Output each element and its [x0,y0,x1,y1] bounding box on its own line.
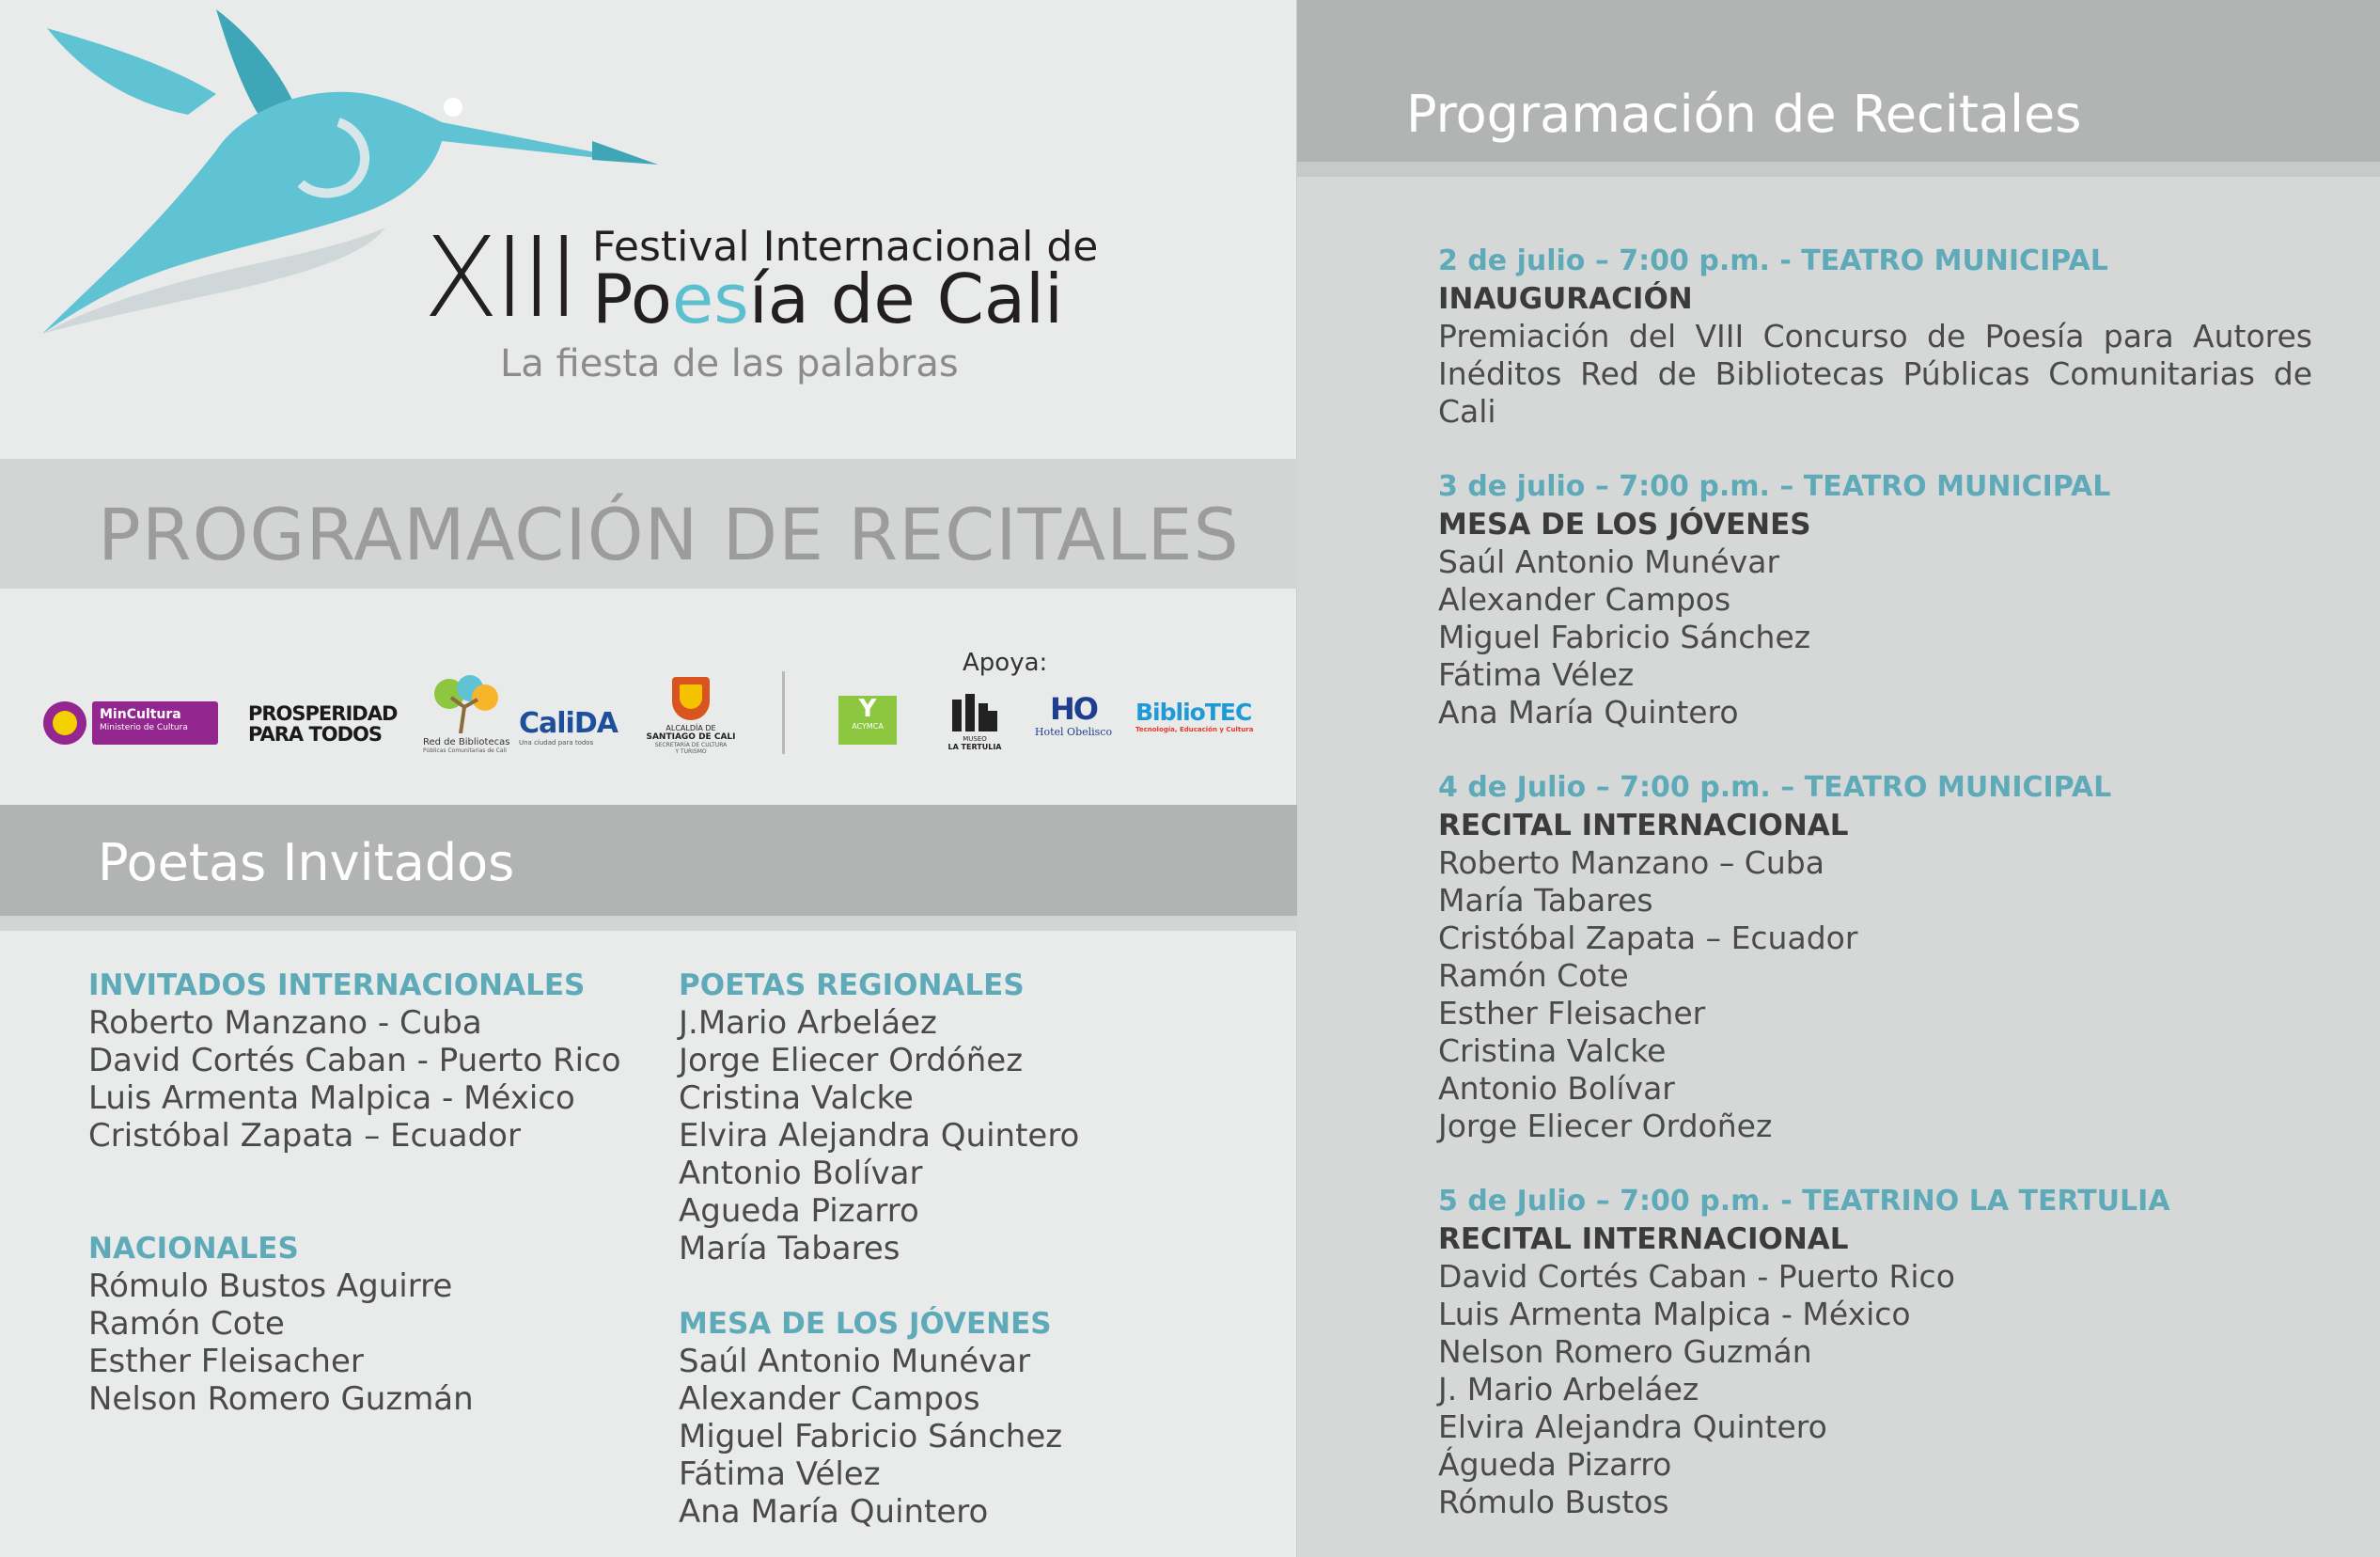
event-header: 3 de julio – 7:00 p.m. – TEATRO MUNICIPAL [1438,470,2111,503]
museum-building-icon [950,692,999,731]
event-4 [1438,1183,2312,1521]
list-item: Cristina Valcke [679,1079,914,1117]
hummingbird-logo-icon [28,9,686,348]
list-item: Jorge Eliecer Ordoñez [1438,1108,1773,1144]
event-title: MESA DE LOS JÓVENES [1438,508,1811,542]
programacion-banner [0,459,1297,589]
poetas-heading: Poetas Invitados [98,833,515,892]
logo-line2-post: ía de Cali [748,260,1064,338]
nacionales-title: NACIONALES [88,1232,299,1266]
calida-logo [519,709,622,747]
list-item: J. Mario Arbeláez [1438,1371,1699,1408]
museo-tertulia-logo [946,692,1004,751]
list-item: J.Mario Arbeláez [679,1004,937,1042]
acymca-logo: Y ACYMCA [838,696,897,745]
alcaldia-line3: SECRETARÍA DE CULTURA [654,742,728,748]
alcaldia-logo [639,677,743,755]
bibliotec-logo [1135,700,1258,734]
prosperidad-logo [248,703,408,745]
calida-sub: Una ciudad para todos [519,739,594,747]
list-item: Esther Fleisacher [88,1343,364,1380]
list-item: Agueda Pizarro [679,1192,919,1230]
hotel-monogram-icon: HO [1050,691,1097,727]
list-item: María Tabares [679,1230,900,1267]
logo-line2-pre: Po [592,260,672,338]
list-item: Ana María Quintero [1438,694,1739,731]
jovenes-title: MESA DE LOS JÓVENES [679,1307,1052,1341]
list-item: Cristóbal Zapata – Ecuador [1438,920,1858,956]
colombia-seal-icon [43,701,86,745]
list-item: David Cortés Caban - Puerto Rico [1438,1258,1955,1295]
list-item: Miguel Fabricio Sánchez [679,1418,1063,1455]
event-header: 4 de Julio – 7:00 p.m. – TEATRO MUNICIPAL [1438,771,2112,804]
list-item: Nelson Romero Guzmán [88,1380,474,1418]
event-1 [1438,243,2312,431]
alcaldia-line1: ALCALDÍA DE [665,724,716,732]
list-item: Fátima Vélez [1438,656,1635,693]
list-item: María Tabares [1438,882,1653,919]
event-2 [1438,468,2312,731]
red-line2: Públicas Comunitarias de Cali [423,747,507,754]
event-header: 2 de julio – 7:00 p.m. - TEATRO MUNICIPAL [1438,244,2108,277]
list-item: Ramón Cote [88,1305,285,1343]
list-item: Roberto Manzano - Cuba [88,1004,482,1042]
event-description: Premiación del VIII Concurso de Poesía para Autores Inéditos Red de Bibliotecas Públicas Comunitarias de Cali [1438,318,2312,430]
sponsor-logos [38,649,1260,780]
list-item: Rómulo Bustos Aguirre [88,1267,453,1305]
list-item: Saúl Antonio Munévar [679,1343,1031,1380]
poetas-col-left [88,967,621,1418]
list-item: Ramón Cote [1438,957,1629,994]
events-list [1438,243,2312,1557]
red-bibliotecas-logo [423,675,517,755]
list-item: Jorge Eliecer Ordóñez [679,1042,1024,1079]
list-item: Antonio Bolívar [1438,1070,1675,1107]
sponsor-divider [782,671,785,754]
list-item: Esther Fleisacher [1438,995,1706,1031]
list-item: Alexander Campos [679,1380,980,1418]
red-line1: Red de Bibliotecas [423,737,510,747]
logo-line2 [592,261,1063,337]
logo-numeral: XIII [423,212,575,342]
event-header: 5 de Julio – 7:00 p.m. - TEATRINO LA TERTULIA [1438,1185,2170,1218]
prosperidad-line1: PROSPERIDAD [248,702,398,725]
list-item: Cristina Valcke [1438,1032,1667,1069]
programacion-heading: Programación de Recitales [1406,85,2082,144]
list-item: Luis Armenta Malpica - México [1438,1296,1911,1332]
list-item: Alexander Campos [1438,581,1731,618]
mincultura-logo [43,701,218,745]
list-item: Saúl Antonio Munévar [1438,543,1780,580]
logo-line2-accent: es [671,260,749,338]
event-title: RECITAL INTERNACIONAL [1438,1222,1849,1256]
list-item: Antonio Bolívar [679,1155,923,1192]
internacionales-title: INVITADOS INTERNACIONALES [88,968,586,1002]
mincultura-sub: Ministerio de Cultura [100,723,188,732]
list-item: Nelson Romero Guzmán [1438,1333,1812,1370]
bibliotec-sub: Tecnología, Educación y Cultura [1135,726,1254,733]
apoya-label: Apoya: [963,649,1048,677]
museo-line2: LA TERTULIA [947,743,1002,751]
regionales-title: POETAS REGIONALES [679,968,1025,1002]
list-item: Rómulo Bustos [1438,1484,1669,1520]
calida-name: CaliDA [519,707,618,740]
event-title: RECITAL INTERNACIONAL [1438,809,1849,842]
list-item: David Cortés Caban - Puerto Rico [88,1042,621,1079]
hotel-obelisco-logo [1030,692,1117,738]
acymca-name: ACYMCA [852,722,884,731]
cali-shield-icon [672,677,710,720]
logo-tagline: La fiesta de las palabras [500,342,959,385]
event-title: INAUGURACIÓN [1438,282,1693,316]
list-item: Ana María Quintero [679,1493,989,1531]
list-item: Elvira Alejandra Quintero [679,1117,1080,1155]
logo-line1: Festival Internacional de [592,223,1099,271]
banner-title: PROGRAMACIÓN DE RECITALES [98,493,1240,576]
list-item: Elvira Alejandra Quintero [1438,1408,1827,1445]
list-item: Roberto Manzano – Cuba [1438,844,1824,881]
poetas-col-right [679,967,1079,1531]
event-3 [1438,769,2312,1145]
alcaldia-line2: SANTIAGO DE CALI [646,732,736,742]
mincultura-name: MinCultura [100,707,181,722]
list-item: Águeda Pizarro [1438,1446,1672,1483]
bibliotec-name: BiblioTEC [1135,699,1252,726]
hotel-name: Hotel Obelisco [1034,726,1113,738]
alcaldia-line4: Y TURISMO [675,748,707,755]
programacion-header [1297,0,2380,162]
list-item: Luis Armenta Malpica - México [88,1079,575,1117]
prosperidad-line2: PARA TODOS [248,723,383,746]
right-panel [1297,0,2380,1557]
poetas-banner [0,805,1297,916]
list-item: Miguel Fabricio Sánchez [1438,619,1811,655]
list-item: Fátima Vélez [679,1455,881,1493]
museo-line1: MUSEO [963,735,987,743]
tree-icon [423,675,508,733]
list-item: Cristóbal Zapata – Ecuador [88,1117,521,1155]
